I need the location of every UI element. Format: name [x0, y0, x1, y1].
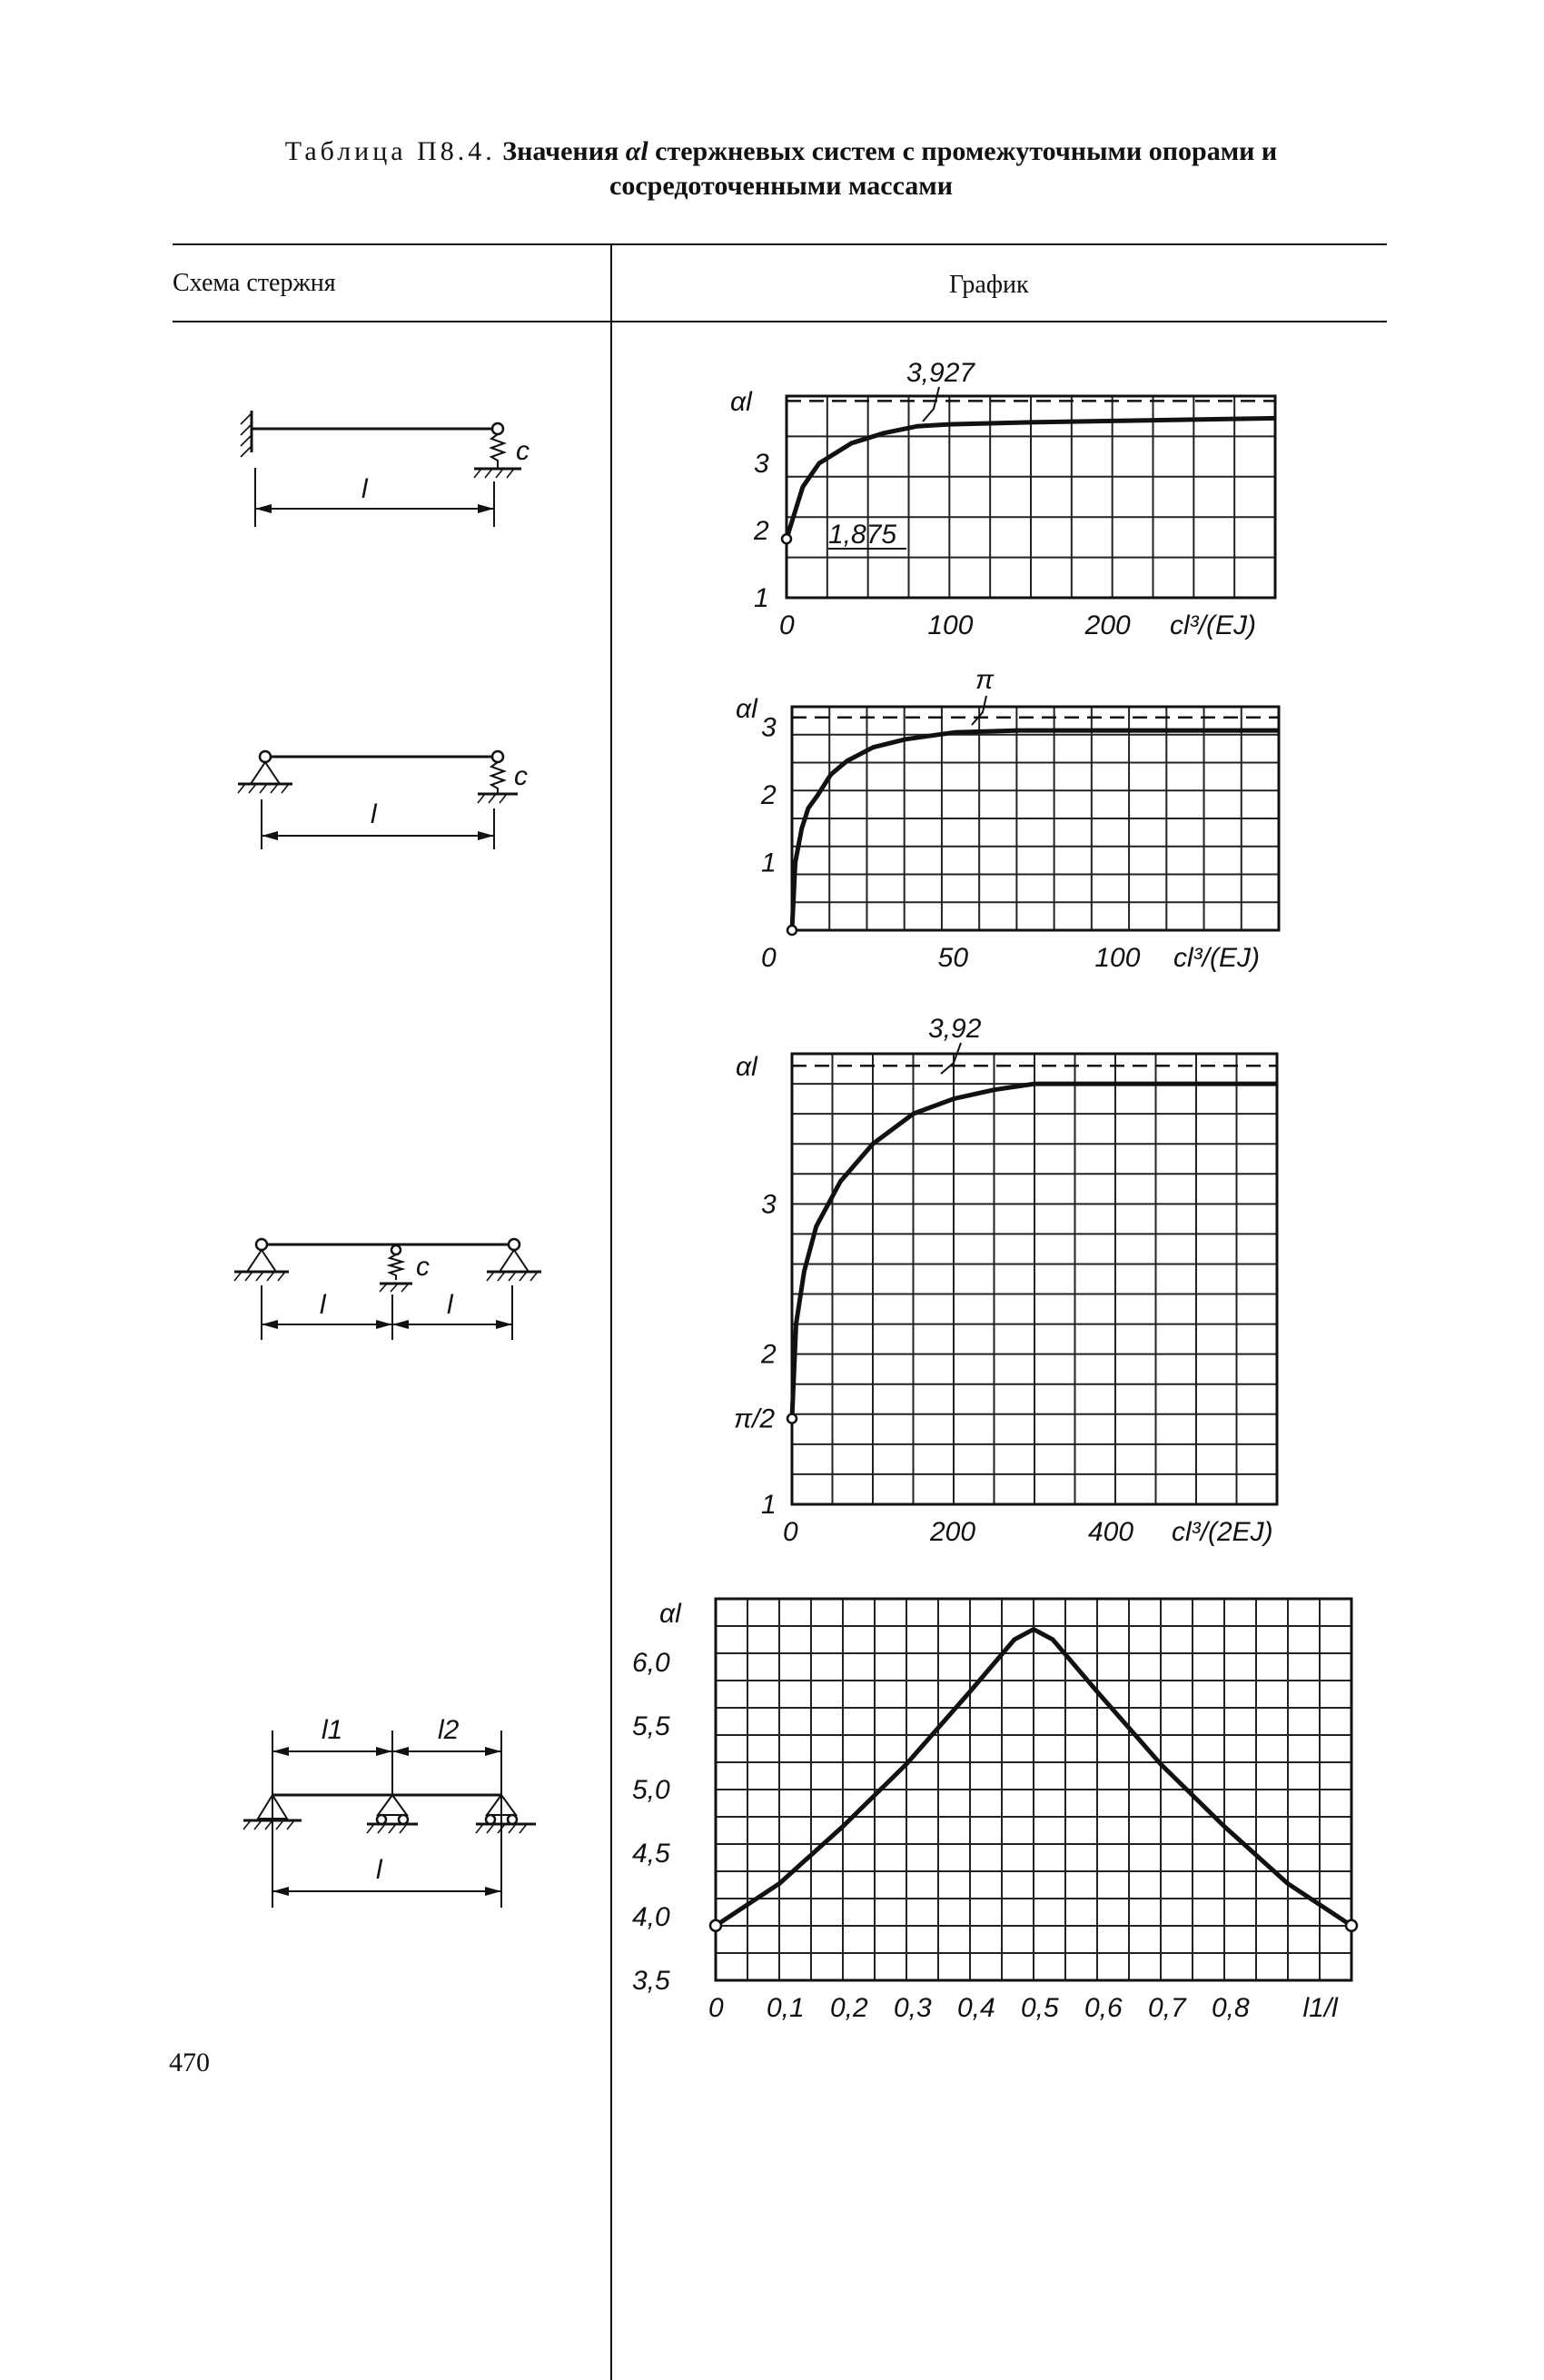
chart-2-x-tick-label: 0 [761, 943, 777, 973]
chart-4-x-tick-label: 0,8 [1212, 1993, 1250, 2023]
chart-2-x-tick-label: 50 [937, 943, 969, 973]
chart-2-y-tick-label: 3 [761, 712, 777, 743]
scheme-4-l1-label: l1 [322, 1715, 343, 1745]
scheme-2-length-label: l [371, 799, 377, 829]
chart-1-annotation: 1,875 [828, 520, 897, 550]
scheme-3-left-length-label: l [320, 1290, 326, 1320]
caption-label: Таблица П8.4. [284, 136, 496, 166]
chart-1-y-tick-label: 3 [754, 449, 769, 479]
chart-4-y-tick-label: 4,0 [632, 1902, 670, 1932]
chart-4-x-tick-label: 0,2 [830, 1993, 868, 2023]
chart-2-x-axis-label: cl³/(EJ) [1173, 943, 1260, 973]
chart-2-y-axis-label: αl [736, 694, 757, 724]
chart-1-x-tick-label: 0 [779, 610, 795, 640]
chart-3-annotation: 3,92 [928, 1014, 982, 1044]
chart-1-x-tick-label: 200 [1084, 610, 1131, 640]
scheme-4-l2-label: l2 [438, 1715, 460, 1745]
chart-4-start-point [710, 1920, 721, 1931]
scheme-3-right-length-label: l [447, 1290, 453, 1320]
column-header-scheme: Схема стержня [173, 269, 336, 297]
chart-4-y-tick-label: 5,0 [632, 1775, 670, 1805]
chart-3-x-axis-label: cl³/(2EJ) [1172, 1517, 1273, 1547]
chart-4-grid [716, 1599, 1351, 1980]
chart-4-x-tick-label: l1/l [1302, 1993, 1338, 2023]
chart-1-y-axis-label: αl [730, 387, 752, 417]
chart-4-x-tick-label: 0,1 [767, 1993, 805, 2023]
scheme-2-spring-label: c [514, 761, 528, 791]
chart-4-y-tick-label: 5,5 [632, 1711, 670, 1741]
chart-4-x-tick-label: 0,6 [1084, 1993, 1123, 2023]
chart-2-x-tick-label: 100 [1094, 943, 1141, 973]
chart-1-y-tick-label: 2 [754, 516, 769, 546]
caption-text-after: стержневых систем с промежуточными опорами и сосредоточенными массами [609, 136, 1278, 201]
chart-1-annotation: 3,927 [906, 358, 975, 388]
caption-text-before: Значения [502, 136, 626, 166]
chart-1-x-tick-label: 100 [927, 610, 974, 640]
scheme-1-length-label: l [361, 474, 368, 504]
chart-3-x-tick-label: 200 [930, 1517, 976, 1547]
chart-4-y-tick-label: 4,5 [632, 1839, 670, 1869]
chart-4-y-tick-label: 3,5 [632, 1966, 670, 1996]
chart-1-x-axis-label: cl³/(EJ) [1170, 610, 1256, 640]
column-header-graph: График [949, 271, 1029, 299]
chart-1-y-tick-label: 1 [754, 583, 769, 613]
scheme-1-spring-label: c [516, 436, 530, 466]
chart-2-annotation: π [975, 665, 995, 695]
chart-3-x-tick-label: 400 [1088, 1517, 1134, 1547]
chart-4-x-tick-label: 0,7 [1148, 1993, 1186, 2023]
chart-4-x-tick-label: 0,3 [894, 1993, 932, 2023]
chart-3-y-tick-label: π/2 [734, 1403, 776, 1434]
caption-symbol: αl [625, 136, 648, 166]
chart-4-x-tick-label: 0,5 [1021, 1993, 1059, 2023]
chart-3-y-axis-label: αl [736, 1052, 757, 1082]
chart-3-y-tick-label: 2 [761, 1339, 777, 1370]
chart-4-end-point [1346, 1920, 1357, 1931]
page-number: 470 [169, 2048, 210, 2078]
chart-3-x-tick-label: 0 [783, 1517, 798, 1547]
scheme-3-spring-label: c [416, 1252, 430, 1282]
chart-2-y-tick-label: 1 [761, 848, 777, 878]
chart-3-y-tick-label: 3 [761, 1189, 777, 1220]
chart-4-y-axis-label: αl [659, 1599, 681, 1629]
chart-2-y-tick-label: 2 [761, 779, 777, 810]
chart-4-x-tick-label: 0,4 [957, 1993, 995, 2023]
chart-4-x-tick-label: 0 [708, 1993, 724, 2023]
scheme-4-l-label: l [376, 1855, 382, 1885]
chart-3-y-tick-label: 1 [761, 1490, 777, 1520]
chart-4-y-tick-label: 6,0 [632, 1648, 670, 1678]
